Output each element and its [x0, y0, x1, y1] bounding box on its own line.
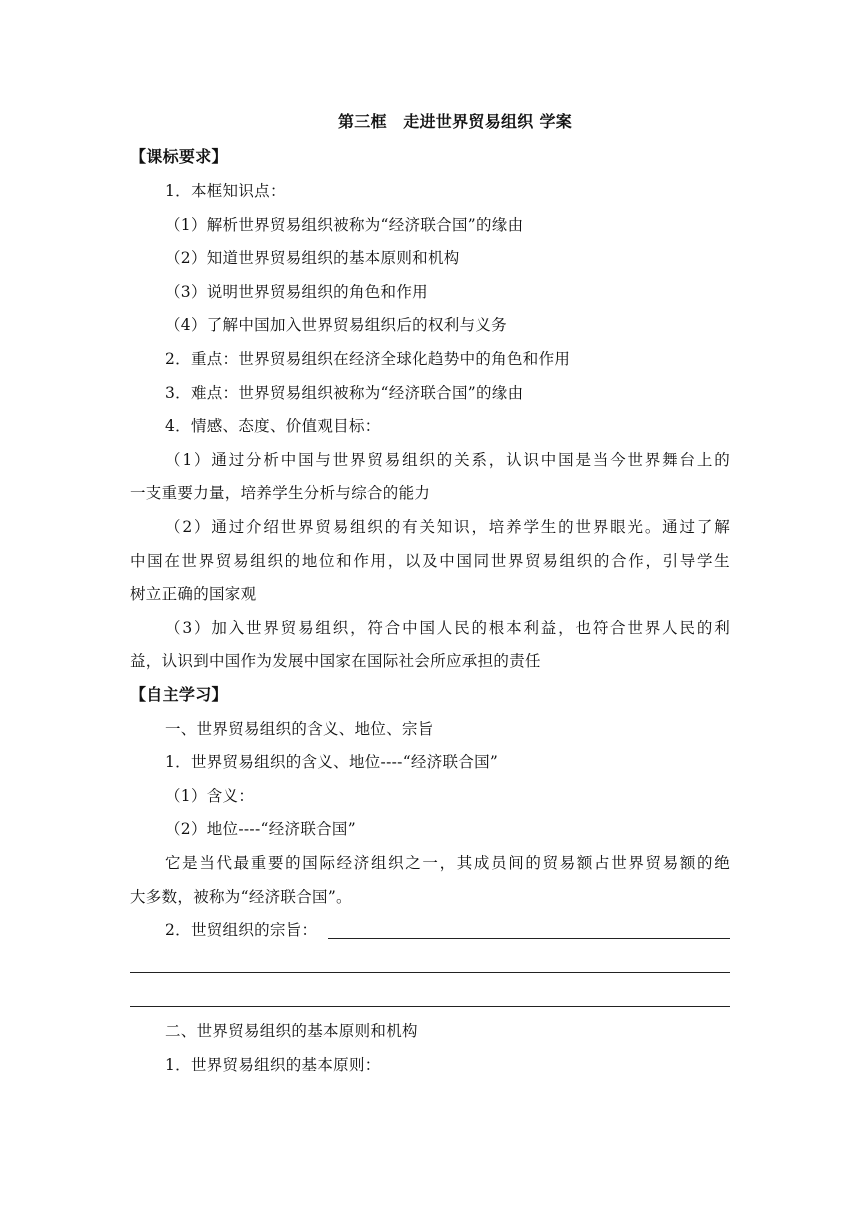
- section-heading-self-study: 【自主学习】: [130, 685, 228, 704]
- paragraph-line: 树立正确的国家观: [130, 585, 257, 603]
- paragraph-line: （2）通过介绍世界贸易组织的有关知识，培养学生的世界眼光。通过了解: [165, 518, 730, 536]
- paragraph-line: 中国在世界贸易组织的地位和作用，以及中国同世界贸易组织的合作，引导学生: [130, 552, 730, 570]
- text-line: 3．难点：世界贸易组织被称为“经济联合国”的缘由: [165, 384, 524, 402]
- paragraph-line: 大多数，被称为“经济联合国”。: [130, 888, 352, 906]
- text-line: 1．世界贸易组织的基本原则：: [165, 1056, 381, 1074]
- paragraph-line: 益，认识到中国作为发展中国家在国际社会所应承担的责任: [130, 652, 541, 670]
- text-line: （2）地位----“经济联合国”: [165, 820, 356, 838]
- text-line: 一、世界贸易组织的含义、地位、宗旨: [165, 720, 434, 738]
- text-line: （2）知道世界贸易组织的基本原则和机构: [165, 249, 460, 267]
- text-line: （1）含义：: [165, 787, 255, 805]
- answer-blank-line[interactable]: [130, 1006, 730, 1007]
- paragraph-line: 一支重要力量，培养学生分析与综合的能力: [130, 484, 431, 502]
- paragraph-line: （1）通过分析中国与世界贸易组织的关系，认识中国是当今世界舞台上的: [165, 451, 730, 469]
- text-line: （1）解析世界贸易组织被称为“经济联合国”的缘由: [165, 216, 524, 234]
- paragraph-line: 它是当代最重要的国际经济组织之一，其成员间的贸易额占世界贸易额的绝: [165, 854, 730, 872]
- text-line: 1．本框知识点：: [165, 182, 286, 200]
- text-line: （3）说明世界贸易组织的角色和作用: [165, 283, 428, 301]
- section-heading-requirements: 【课标要求】: [130, 147, 228, 166]
- paragraph-line: （3）加入世界贸易组织，符合中国人民的根本利益，也符合世界人民的利: [165, 619, 730, 637]
- page-title: 第三框 走进世界贸易组织 学案: [338, 112, 573, 131]
- text-line: 2．世贸组织的宗旨：: [165, 921, 318, 939]
- text-line: 二、世界贸易组织的基本原则和机构: [165, 1022, 418, 1040]
- text-line: 2．重点：世界贸易组织在经济全球化趋势中的角色和作用: [165, 350, 571, 368]
- text-line: 1．世界贸易组织的含义、地位----“经济联合国”: [165, 753, 499, 771]
- answer-blank-line[interactable]: [130, 972, 730, 973]
- text-line: （4）了解中国加入世界贸易组织后的权利与义务: [165, 316, 507, 334]
- answer-blank-line[interactable]: [328, 938, 730, 939]
- text-line: 4．情感、态度、价值观目标：: [165, 417, 381, 435]
